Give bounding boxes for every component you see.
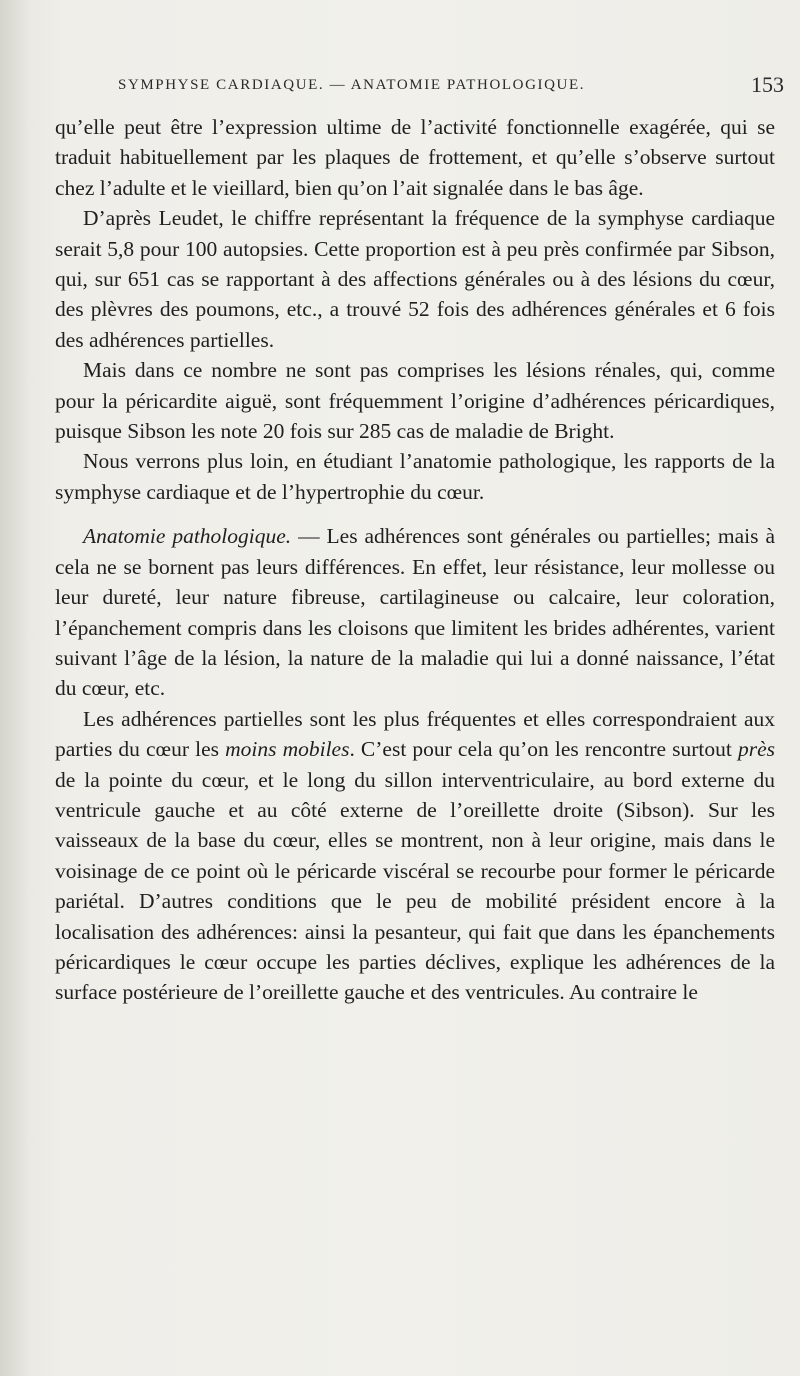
page-header <box>118 71 784 99</box>
body-text <box>55 112 775 1008</box>
paragraph-continued: qu’elle peut être l’expression ultime de l’activité fonctionnelle exagérée, qui se traduit habituellement par les plaques de frottement, et qu’elle s’observe surtout chez l’adulte et le vieillard, bien qu’on l’ait signalée dans le bas âge. <box>55 115 775 200</box>
italic-moins-mobiles: moins mobiles <box>225 737 350 762</box>
paragraph-anatomie <box>55 521 775 703</box>
running-title: SYMPHYSE CARDIAQUE. — ANATOMIE PATHOLOGIQUE. <box>118 77 586 93</box>
text-part-2: . C’est pour cela qu’on les rencontre surtout <box>349 737 738 762</box>
paragraph-renal-lesions: Mais dans ce nombre ne sont pas comprises les lésions rénales, qui, comme pour la péricardite aiguë, sont fréquemment l’origine d’adhérences péricardiques, puisque Sibson les note 20 fois sur 285 cas de maladie de Bright. <box>55 358 775 444</box>
section-first-text: Les adhérences sont générales ou partielles; mais à cela ne se bornent pas leurs différences. En effet, leur résistance, leur mollesse ou leur dureté, leur nature fibreuse, cartilagineuse ou calcaire, leur coloration, l’épanchement compris dans les cloisons que limitent les brides adhérentes, varient suivant l’âge de la lésion, la nature de la maladie qui lui a donné naissance, l’état du cœur, etc. <box>55 524 775 701</box>
italic-pres: près <box>737 737 776 762</box>
text-part-1: Les adhérences partielles sont les plus fréquentes et elles correspondraient aux parties du cœur les <box>55 706 775 762</box>
page-edge-shadow <box>0 0 30 1376</box>
paragraph-partial-adhesions <box>55 704 775 1008</box>
paragraph-leudet: D’après Leudet, le chiffre représentant la fréquence de la symphyse cardiaque serait 5,8 pour 100 autopsies. Cette proportion est à peu près confirmée par Sibson, qui, sur 651 cas se rapportant à des affections générales ou à des lésions du cœur, des plèvres des poumons, etc., a trouvé 52 fois des adhérences générales et 6 fois des adhérences partielles. <box>55 206 775 352</box>
section-dash: — <box>291 524 327 549</box>
page-number: 153 <box>751 72 784 97</box>
section-title: Anatomie pathologique. <box>83 524 292 549</box>
paragraph-hypertrophy: Nous verrons plus loin, en étudiant l’anatomie pathologique, les rapports de la symphyse cardiaque et de l’hypertrophie du cœur. <box>55 449 775 504</box>
text-part-3: de la pointe du cœur, et le long du sillon interventriculaire, au bord externe du ventricule gauche et au côté externe de l’oreillette droite (Sibson). Sur les vaisseaux de la base du cœur, elles se montrent, non à leur origine, mais dans le voisinage de ce point où le péricarde viscéral se recourbe pour former le péricarde pariétal. D’autres conditions que le peu de mobilité président encore à la localisation des adhérences: ainsi la pesanteur, qui fait que dans les épanchements péricardiques le cœur occupe les parties déclives, explique les adhérences de la surface postérieure de l’oreillette gauche et des ventricules. Au contraire le <box>55 767 775 1005</box>
